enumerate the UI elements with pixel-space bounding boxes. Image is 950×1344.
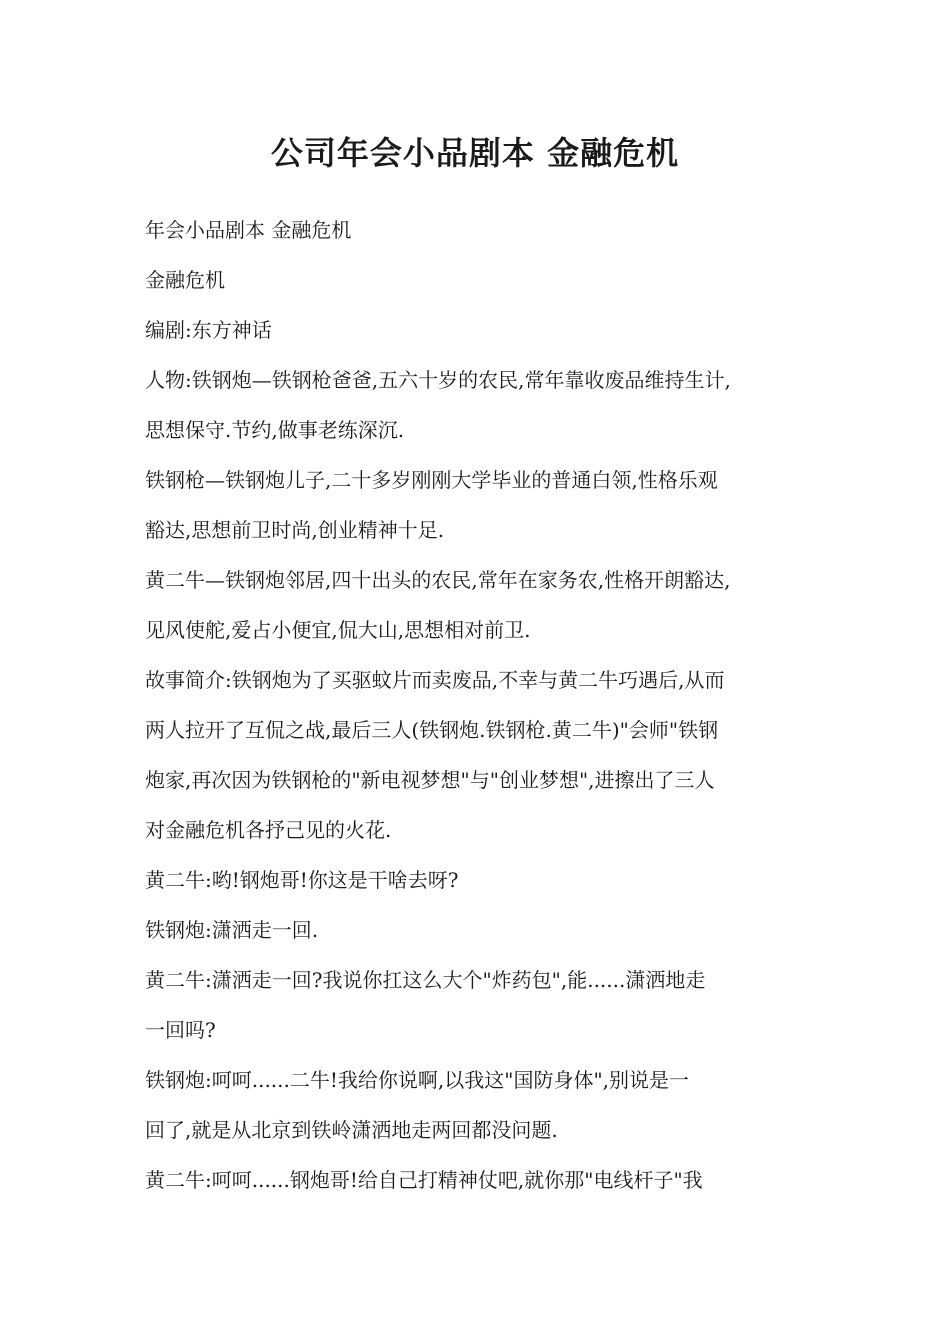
paragraph: 金融危机 (145, 268, 225, 292)
paragraph: 思想保守.节约,做事老练深沉. (145, 418, 405, 442)
paragraph: 炮家,再次因为铁钢枪的"新电视梦想"与"创业梦想",进擦出了三人 (145, 768, 715, 792)
paragraph: 两人拉开了互侃之战,最后三人(铁钢炮.铁钢枪.黄二牛)"会师"铁钢 (145, 718, 719, 742)
paragraph: 编剧:东方神话 (145, 318, 272, 342)
paragraph: 铁钢枪—铁钢炮儿子,二十多岁刚刚大学毕业的普通白领,性格乐观 (145, 468, 718, 492)
paragraph: 人物:铁钢炮—铁钢枪爸爸,五六十岁的农民,常年靠收废品维持生计, (145, 368, 731, 392)
paragraph: 年会小品剧本 金融危机 (145, 218, 352, 242)
document-title: 公司年会小品剧本 金融危机 (270, 134, 680, 172)
paragraph: 豁达,思想前卫时尚,创业精神十足. (145, 518, 445, 542)
paragraph: 黄二牛:呵呵......钢炮哥!给自己打精神仗吧,就你那"电线杆子"我 (145, 1168, 703, 1192)
paragraph: 故事简介:铁钢炮为了买驱蚊片而卖废品,不幸与黄二牛巧遇后,从而 (145, 668, 725, 692)
paragraph: 铁钢炮:呵呵......二牛!我给你说啊,以我这"国防身体",别说是一 (145, 1068, 690, 1092)
paragraph: 对金融危机各抒己见的火花. (145, 818, 392, 842)
paragraph: 一回吗? (145, 1018, 216, 1042)
paragraph: 见风使舵,爱占小便宜,侃大山,思想相对前卫. (145, 618, 531, 642)
document-body (145, 205, 815, 1205)
paragraph: 黄二牛:哟!钢炮哥!你这是干啥去呀? (145, 868, 459, 892)
paragraph: 铁钢炮:潇洒走一回. (145, 918, 319, 942)
paragraph: 回了,就是从北京到铁岭潇洒地走两回都没问题. (145, 1118, 558, 1142)
paragraph: 黄二牛—铁钢炮邻居,四十出头的农民,常年在家务农,性格开朗豁达, (145, 568, 731, 592)
paragraph: 黄二牛:潇洒走一回?我说你扛这么大个"炸药包",能......潇洒地走 (145, 968, 706, 992)
